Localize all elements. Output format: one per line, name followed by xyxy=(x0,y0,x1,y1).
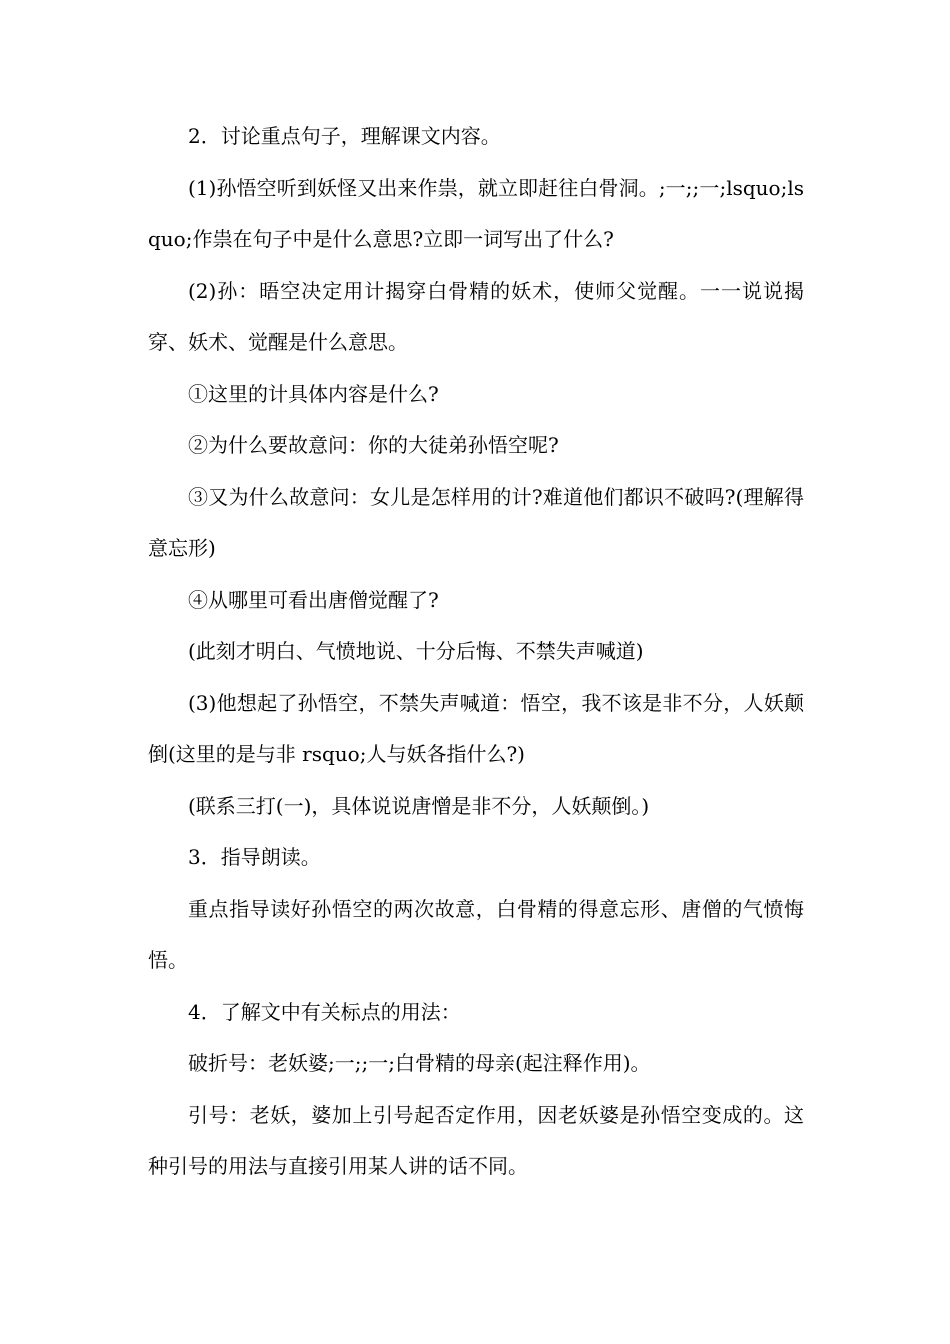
paragraph-discuss-heading: 2．讨论重点句子，理解课文内容。 xyxy=(188,124,501,148)
paragraph-item-1: (1)孙悟空听到妖怪又出来作祟，就立即赶往白骨洞。;一;;一;lsquo;lsquo;作祟在句子中是什么意思?立即一词写出了什么? xyxy=(148,175,804,251)
paragraph-punctuation-heading: 4．了解文中有关标点的用法： xyxy=(188,999,461,1024)
paragraph-reading-guide: 重点指导读好孙悟空的两次故意，白骨精的得意忘形、唐僧的气愤悔悟。 xyxy=(148,896,804,972)
paragraph-dash-usage: 破折号：老妖婆;一;;一;白骨精的母亲(起注释作用)。 xyxy=(188,1051,651,1075)
paragraph-item-3: (3)他想起了孙悟空，不禁失声喊道：悟空，我不该是非不分，人妖颠倒(这里的是与非 rsquo;人与妖各指什么?) xyxy=(148,690,804,766)
paragraph-reading-heading: 3．指导朗读。 xyxy=(188,845,321,869)
paragraph-item-2: (2)孙：晤空决定用计揭穿白骨精的妖术，使师父觉醒。一一说说揭穿、妖术、觉醒是什么意思。 xyxy=(148,278,804,354)
paragraph-answer-4: (此刻才明白、气愤地说、十分后悔、不禁失声喊道) xyxy=(188,639,644,663)
document-body xyxy=(148,111,804,1193)
paragraph-question-2: ②为什么要故意问：你的大徒弟孙悟空呢? xyxy=(188,433,559,457)
paragraph-question-4: ④从哪里可看出唐僧觉醒了? xyxy=(188,587,439,612)
paragraph-quote-usage: 引号：老妖，婆加上引号起否定作用，因老妖婆是孙悟空变成的。这种引号的用法与直接引用某人讲的话不同。 xyxy=(148,1102,804,1178)
paragraph-question-1: ①这里的计具体内容是什么? xyxy=(188,381,439,406)
paragraph-question-3: ③又为什么故意问：女儿是怎样用的计?难道他们都识不破吗?(理解得意忘形) xyxy=(148,484,804,560)
paragraph-item-3-note: (联系三打(一)，具体说说唐憎是非不分，人妖颠倒。) xyxy=(188,793,650,818)
